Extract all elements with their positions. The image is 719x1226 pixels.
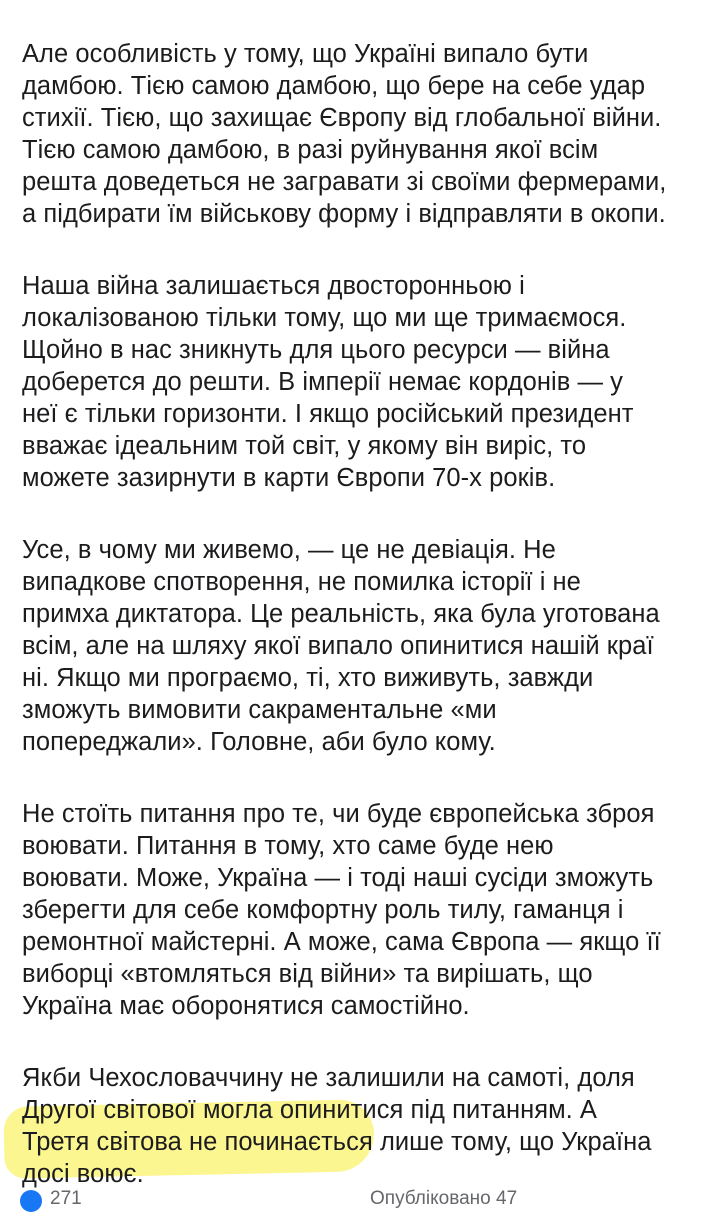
- text-line: Щойно в нас зникнуть для цього ресурси — війна: [22, 336, 610, 364]
- text-line: всім, але на шляху якої випало опинитися нашій краї: [22, 632, 654, 660]
- paragraph-3: [22, 534, 719, 758]
- paragraph-2: [22, 270, 719, 494]
- text-line: виборці «втомляться від війни» та вирішать, що: [22, 960, 593, 988]
- text-line: можете зазирнути в карти Європи 70-х років.: [22, 464, 556, 492]
- reaction-count[interactable]: 271: [50, 1188, 82, 1209]
- text-line: стихії. Тією, що захищає Європу від глобальної війни.: [22, 104, 662, 132]
- text-line: примха диктатора. Це реальність, яка була уготована: [22, 600, 660, 628]
- text-line: а підбирати їм військову форму і відправляти в окопи.: [22, 200, 666, 228]
- text-line: локалізованою тільки тому, що ми ще тримаємося.: [22, 304, 627, 332]
- like-reaction-icon[interactable]: [20, 1190, 42, 1212]
- text-line: воювати. Може, Україна — і тоді наші сусіди зможуть: [22, 864, 654, 892]
- text-line: зможуть вимовити сакраментальне «ми: [22, 696, 497, 724]
- text-line: дамбою. Тією самою дамбою, що бере на себе удар: [22, 72, 646, 100]
- post-body: [22, 38, 719, 1190]
- text-line: Усе, в чому ми живемо, — це не девіація. Не: [22, 536, 556, 564]
- text-line: Третя світова не починається лише тому, що Україна: [22, 1128, 652, 1156]
- paragraph-4: [22, 798, 719, 1022]
- text-line: вважає ідеальним той світ, у якому він виріс, то: [22, 432, 587, 460]
- paragraph-1: [22, 38, 719, 230]
- text-line: доберется до решти. В імперії немає кордонів — у: [22, 368, 623, 396]
- text-line: попереджали». Головне, аби було кому.: [22, 728, 496, 756]
- text-line: решта доведеться не загравати зі своїми фермерами,: [22, 168, 667, 196]
- text-line: неї є тільки горизонти. І якщо російський президент: [22, 400, 634, 428]
- text-line: ремонтної майстерні. А може, сама Європа — якщо її: [22, 928, 661, 956]
- text-line: Тією самою дамбою, в разі руйнування якої всім: [22, 136, 599, 164]
- text-line: Наша війна залишається двосторонньою і: [22, 272, 525, 300]
- text-line: досі воює.: [22, 1160, 144, 1188]
- text-line: воювати. Питання в тому, хто саме буде нею: [22, 832, 554, 860]
- text-line: Україна має оборонятися самостійно.: [22, 992, 470, 1020]
- text-line: Але особливість у тому, що Україні випало бути: [22, 40, 589, 68]
- text-line: зберегти для себе комфортну роль тилу, гаманця і: [22, 896, 624, 924]
- text-line: ні. Якщо ми програємо, ті, хто виживуть, завжди: [22, 664, 594, 692]
- text-line: Не стоїть питання про те, чи буде європейська зброя: [22, 800, 655, 828]
- post-footer: [0, 1186, 719, 1226]
- shares-count[interactable]: Опубліковано 47: [370, 1188, 518, 1209]
- text-line: Другої світової могла опинитися під питанням. А: [22, 1096, 597, 1124]
- text-line: випадкове спотворення, не помилка історії і не: [22, 568, 581, 596]
- text-line: Якби Чехословаччину не залишили на самоті, доля: [22, 1064, 635, 1092]
- paragraph-5: [22, 1062, 719, 1190]
